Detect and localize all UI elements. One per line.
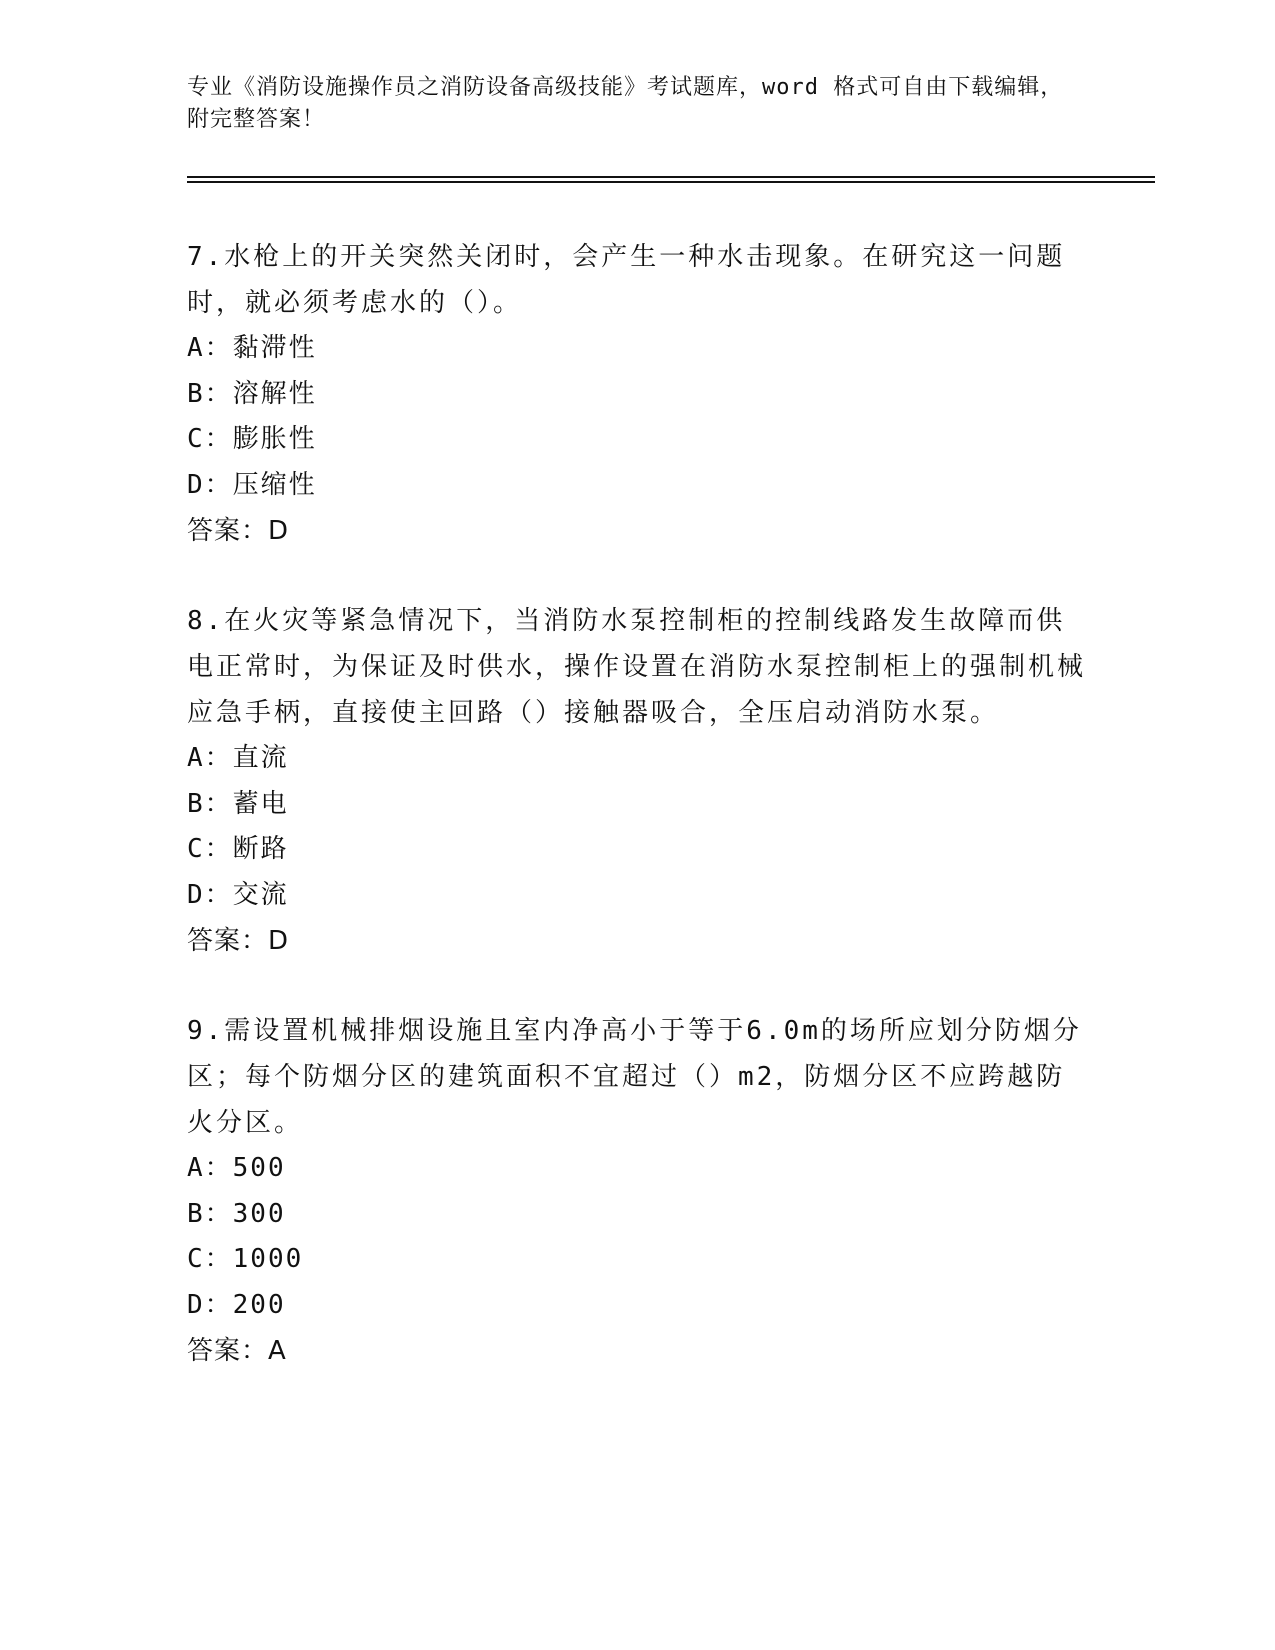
header-divider-bottom bbox=[187, 181, 1155, 183]
header-divider-top bbox=[187, 176, 1155, 178]
option-d: D：200 bbox=[187, 1289, 286, 1320]
answer-line: 答案：A bbox=[187, 1336, 287, 1366]
question-stem: 9.需设置机械排烟设施且室内净高小于等于6.0m的场所应划分防烟分区；每个防烟分区的建筑面积不宜超过（）m2，防烟分区不应跨越防火分区。 bbox=[187, 1016, 1082, 1138]
option-d: D：交流 bbox=[187, 879, 289, 910]
option-a: A：500 bbox=[187, 1153, 286, 1183]
question-9 bbox=[187, 1008, 1087, 1374]
option-b: B：300 bbox=[187, 1198, 286, 1229]
option-a: A：直流 bbox=[187, 743, 289, 773]
question-8 bbox=[187, 598, 1087, 964]
answer-line: 答案：D bbox=[187, 516, 290, 546]
option-b: B：溶解性 bbox=[187, 378, 317, 409]
option-c: C：断路 bbox=[187, 834, 289, 864]
option-a: A：黏滞性 bbox=[187, 333, 317, 363]
option-c: C：1000 bbox=[187, 1244, 304, 1274]
answer-line: 答案：D bbox=[187, 926, 290, 956]
option-b: B：蓄电 bbox=[187, 788, 289, 819]
option-c: C：膨胀性 bbox=[187, 424, 317, 454]
question-stem: 8.在火灾等紧急情况下，当消防水泵控制柜的控制线路发生故障而供电正常时，为保证及时供水，操作设置在消防水泵控制柜上的强制机械应急手柄，直接使主回路（）接触器吸合，全压启动消防水泵。 bbox=[187, 606, 1087, 728]
option-d: D：压缩性 bbox=[187, 469, 317, 500]
document-header: 专业《消防设施操作员之消防设备高级技能》考试题库，word 格式可自由下载编辑，附完整答案！ bbox=[187, 75, 1064, 132]
question-stem: 7.水枪上的开关突然关闭时，会产生一种水击现象。在研究这一问题时，就必须考虑水的（）。 bbox=[187, 242, 1066, 318]
question-7 bbox=[187, 234, 1087, 554]
